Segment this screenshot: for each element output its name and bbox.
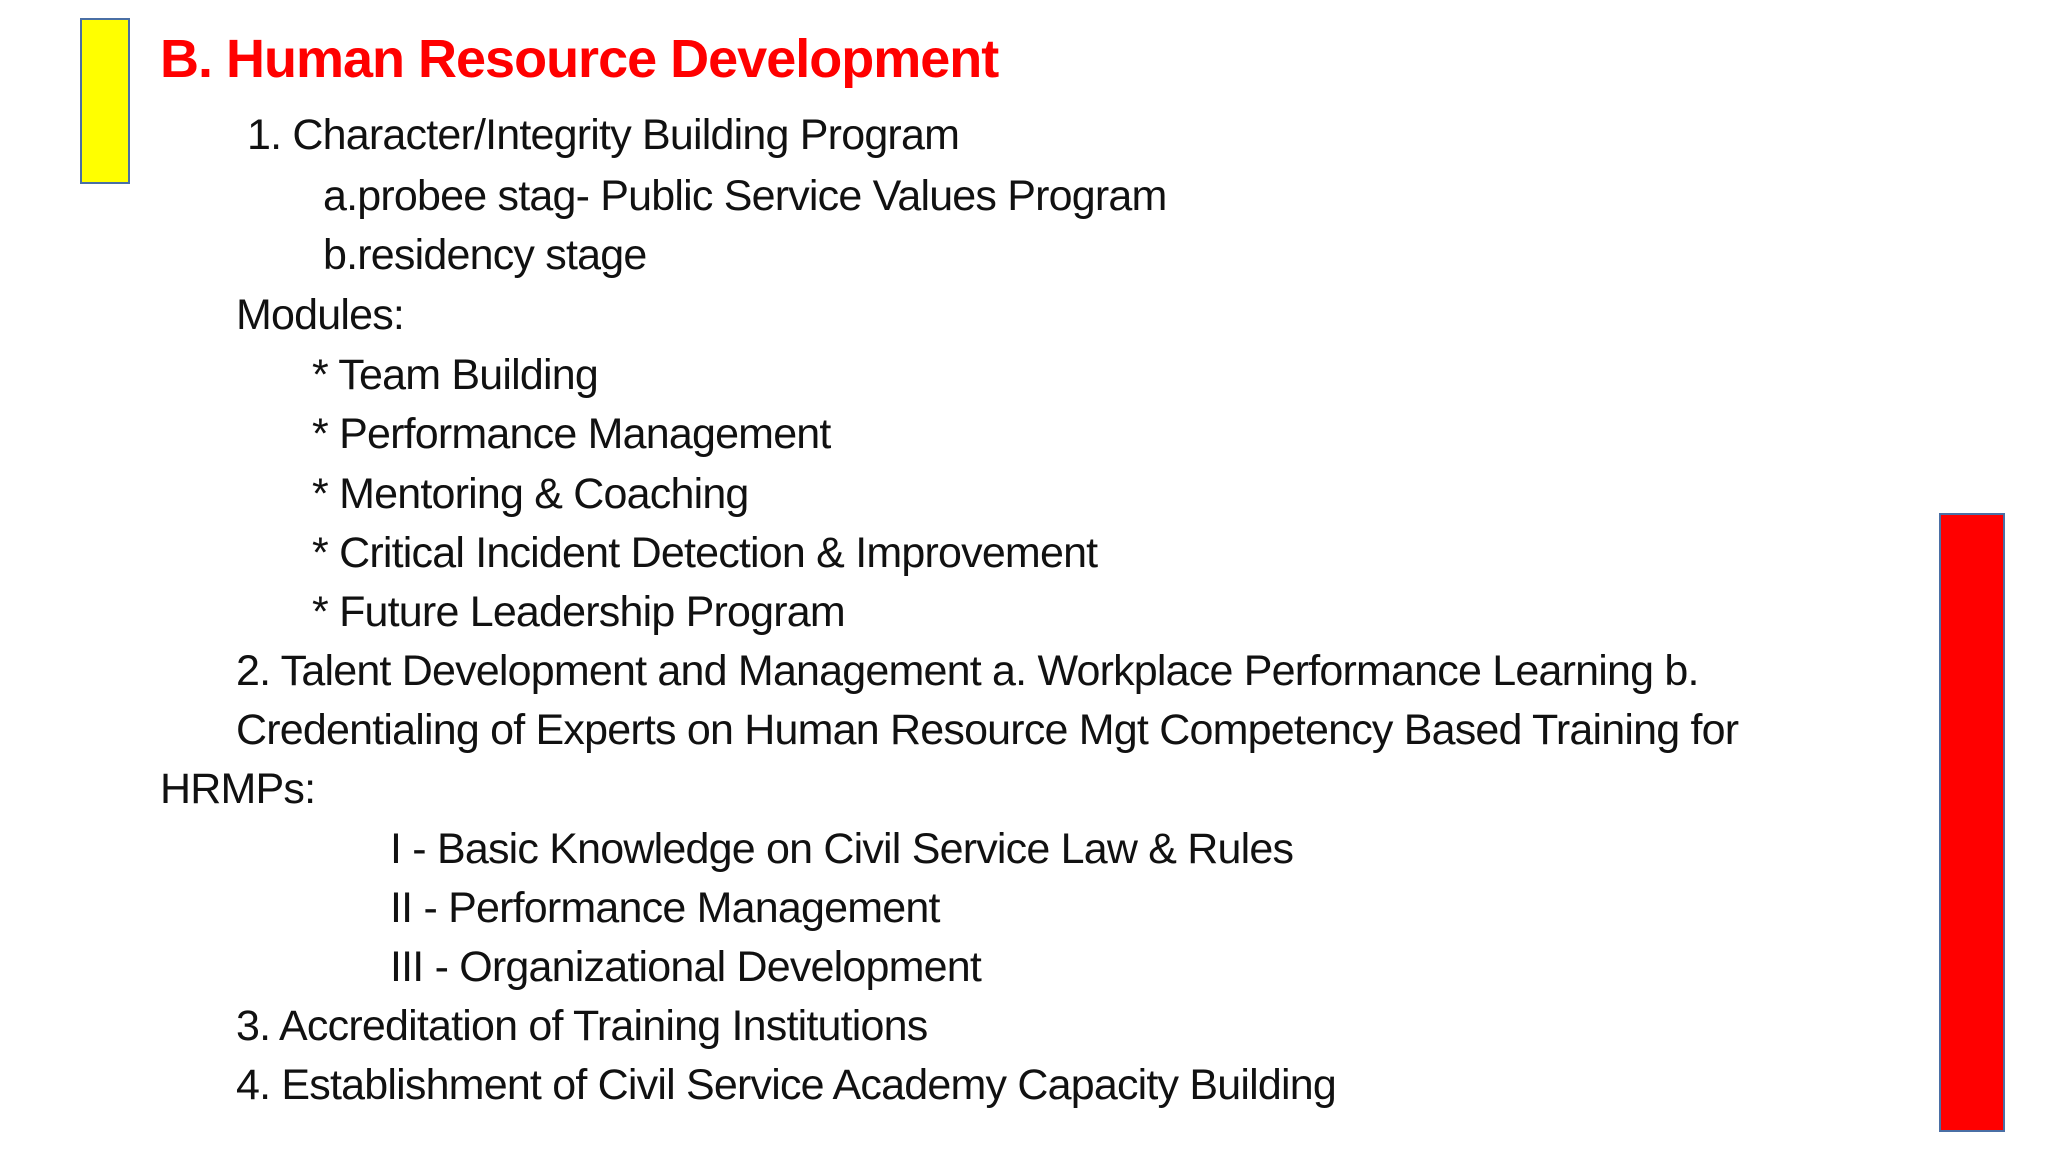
program-subitem-a: a.probee stag- Public Service Values Program xyxy=(323,172,1167,220)
competency-item: III - Organizational Development xyxy=(390,943,982,991)
program-item-3: 3. Accreditation of Training Institutions xyxy=(236,1002,928,1050)
program-item-2-continued: Credentialing of Experts on Human Resource Mgt Competency Based Training for xyxy=(236,706,1739,754)
program-item-1: 1. Character/Integrity Building Program xyxy=(247,111,960,159)
program-item-2-continued: HRMPs: xyxy=(160,765,316,813)
slide-title: B. Human Resource Development xyxy=(160,29,999,89)
module-item: * Team Building xyxy=(312,351,598,399)
module-item: * Performance Management xyxy=(312,410,831,458)
red-accent-bar xyxy=(1939,513,2005,1132)
module-item: * Mentoring & Coaching xyxy=(312,470,749,518)
program-item-2: 2. Talent Development and Management a. Workplace Performance Learning b. xyxy=(236,647,1699,695)
module-item: * Critical Incident Detection & Improvement xyxy=(312,529,1098,577)
competency-item: I - Basic Knowledge on Civil Service Law & Rules xyxy=(390,825,1294,873)
yellow-accent-bar xyxy=(80,18,130,184)
module-item: * Future Leadership Program xyxy=(312,588,845,636)
competency-item: II - Performance Management xyxy=(390,884,940,932)
modules-heading: Modules: xyxy=(236,291,405,339)
program-item-4: 4. Establishment of Civil Service Academy Capacity Building xyxy=(236,1061,1336,1109)
program-subitem-b: b.residency stage xyxy=(323,231,647,279)
